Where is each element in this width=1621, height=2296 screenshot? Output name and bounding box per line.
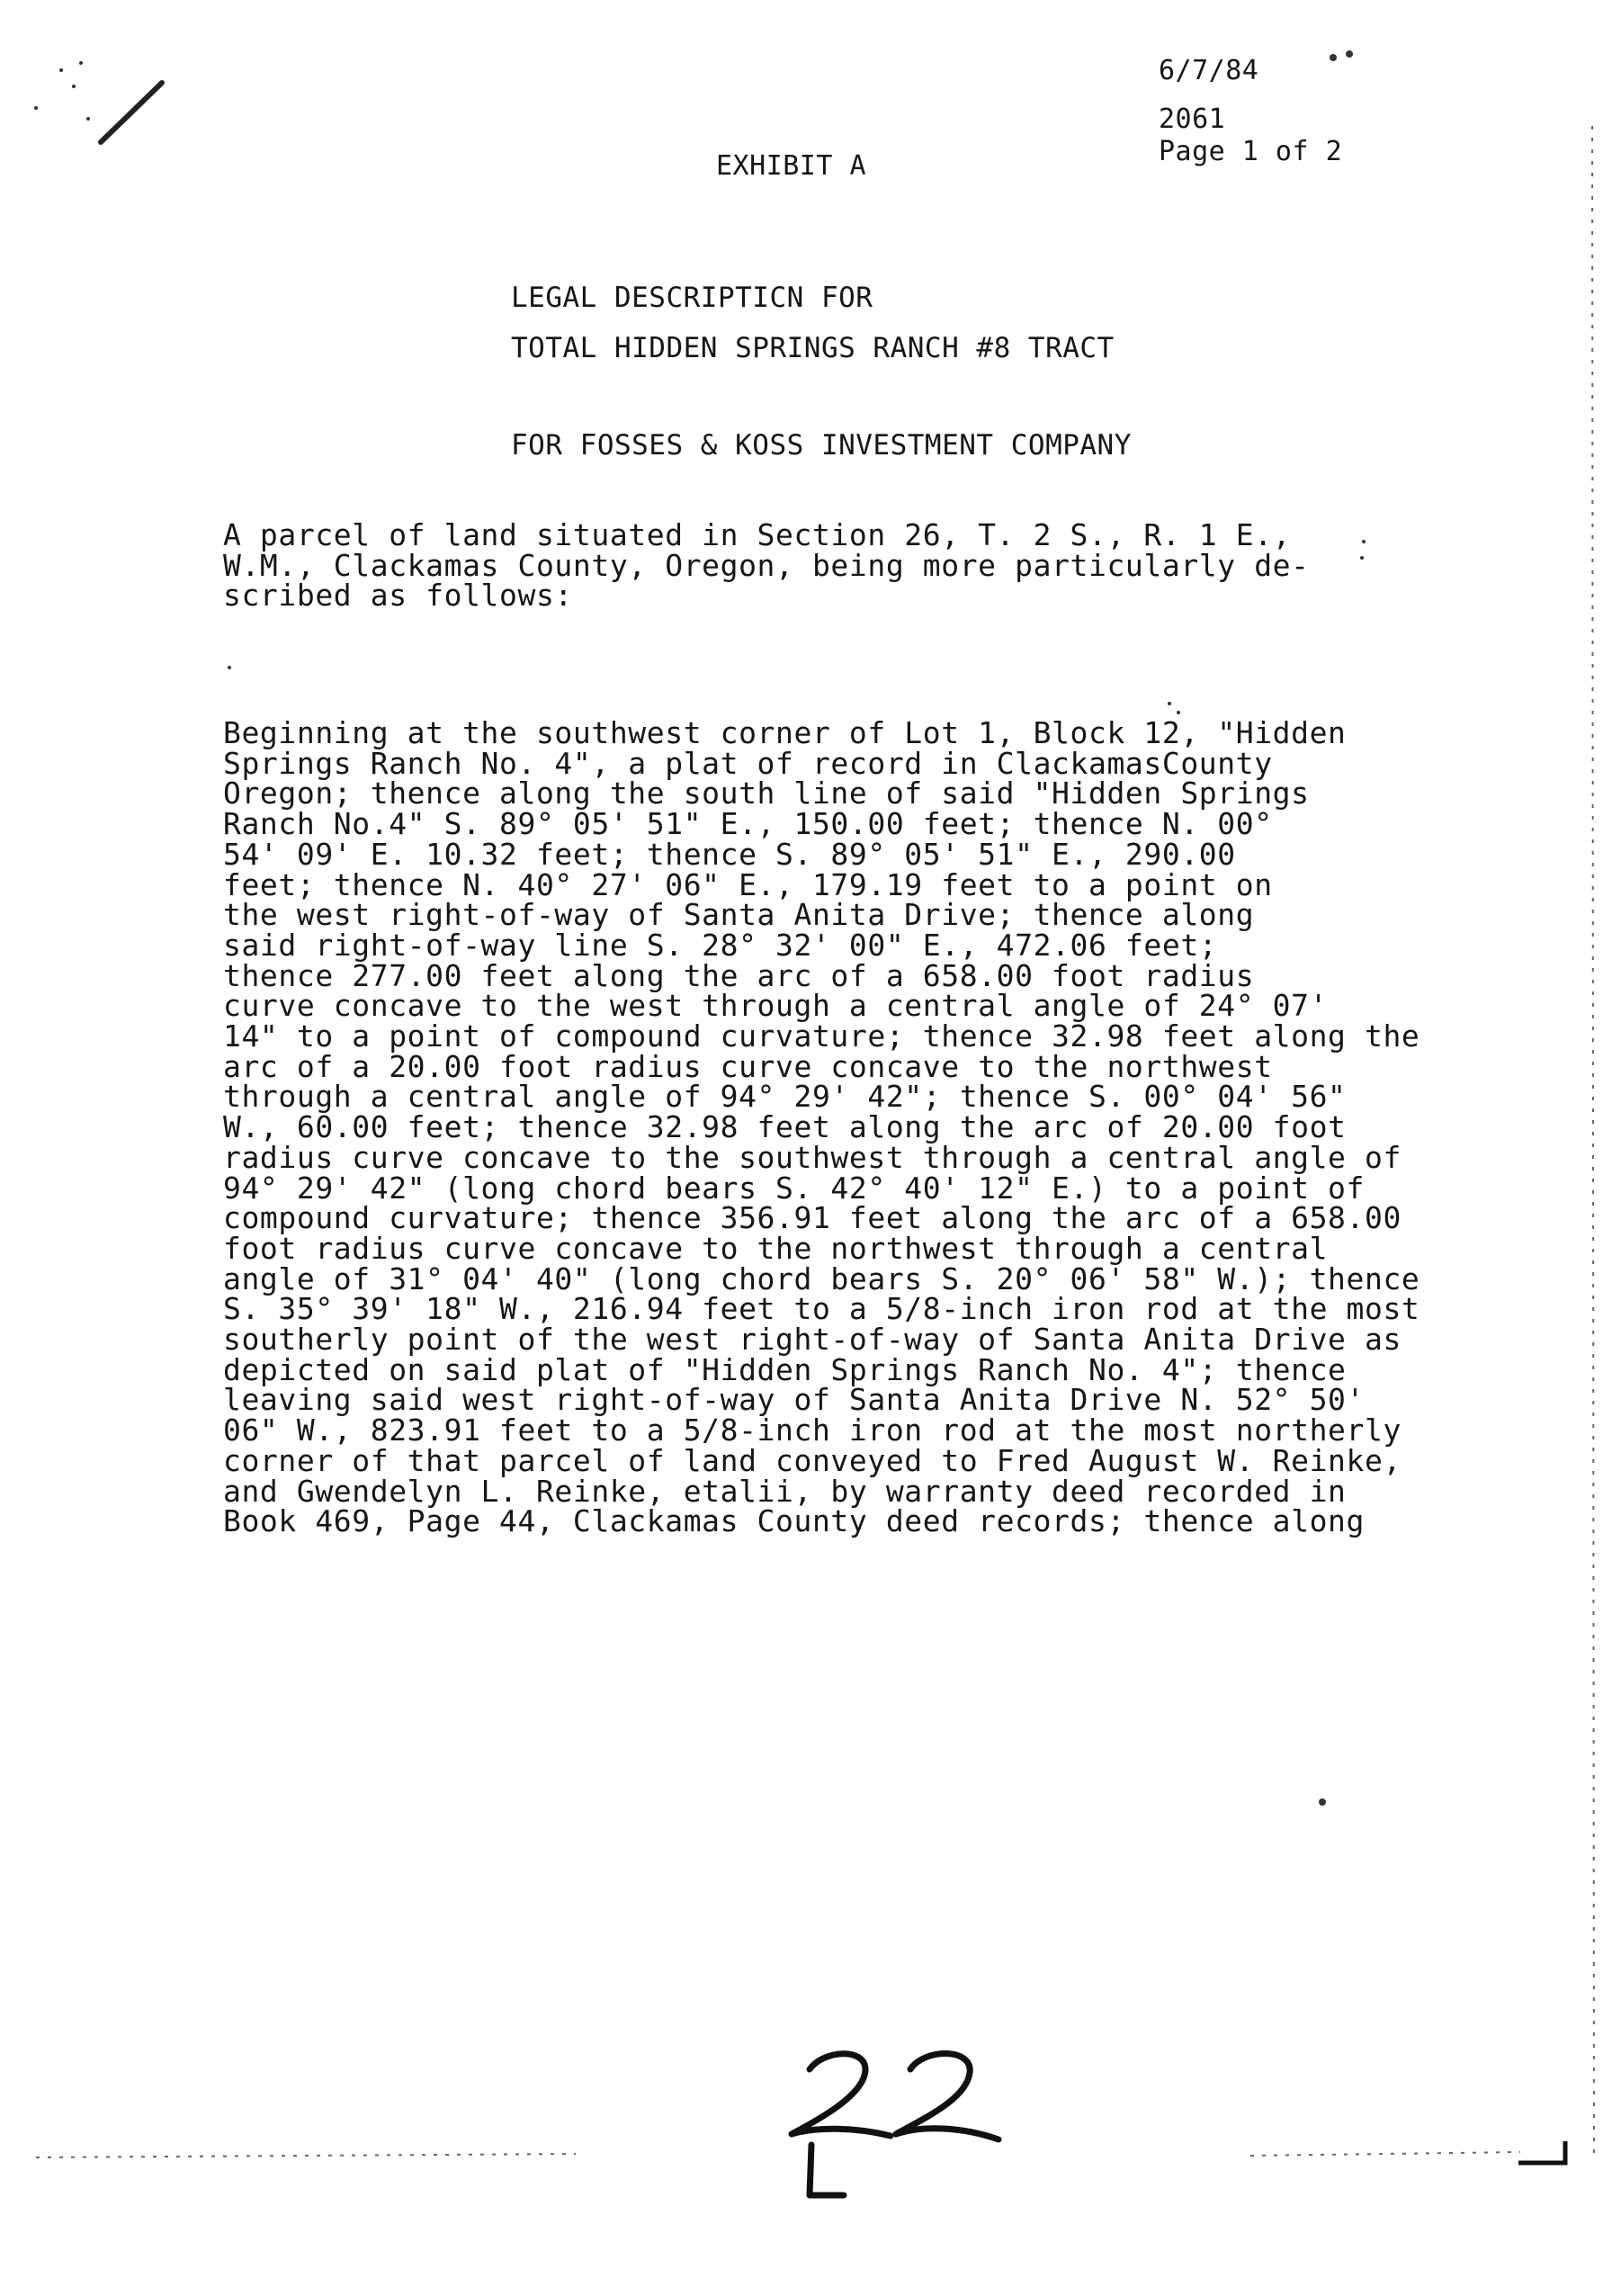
title-line-3: FOR FOSSES & KOSS INVESTMENT COMPANY bbox=[511, 429, 1132, 462]
title-line-2: TOTAL HIDDEN SPRINGS RANCH #8 TRACT bbox=[511, 332, 1115, 364]
body-text-line: 06" W., 823.91 feet to a 5/8-inch iron rod at the most northerly bbox=[223, 1413, 1402, 1448]
pen-stroke-mark bbox=[101, 83, 162, 142]
header-number: 2061 bbox=[1159, 103, 1226, 135]
body-text-line: curve concave to the west through a central angle of 24° 07' bbox=[223, 988, 1329, 1024]
body-text-line: S. 35° 39' 18" W., 216.94 feet to a 5/8-inch iron rod at the most bbox=[223, 1291, 1420, 1327]
body-text-line: arc of a 20.00 foot radius curve concave to the northwest bbox=[223, 1048, 1273, 1084]
body-text-line: 14" to a point of compound curvature; thence 32.98 feet along the bbox=[223, 1018, 1420, 1054]
title-line-1: LEGAL DESCRIPTICN FOR bbox=[511, 282, 873, 314]
body-text-line: 54' 09' E. 10.32 feet; thence S. 89° 05' 51" E., 290.00 bbox=[223, 836, 1236, 872]
body-text-line: and Gwendelyn L. Reinke, etalii, by warranty deed recorded in bbox=[223, 1473, 1347, 1509]
body-text-line: corner of that parcel of land conveyed to Fred August W. Reinke, bbox=[223, 1442, 1402, 1478]
body-text-line: said right-of-way line S. 28° 32' 00" E., 472.06 feet; bbox=[223, 927, 1218, 963]
body-text-line: Book 469, Page 44, Clackamas County deed records; thence along bbox=[223, 1503, 1365, 1539]
body-text-line: radius curve concave to the southwest through a central angle of bbox=[223, 1139, 1402, 1175]
body-text-line: foot radius curve concave to the northwest through a central bbox=[223, 1230, 1329, 1266]
body-text-line: through a central angle of 94° 29' 42"; thence S. 00° 04' 56" bbox=[223, 1079, 1347, 1115]
body-text-line: feet; thence N. 40° 27' 06" E., 179.19 feet to a point on bbox=[223, 866, 1273, 902]
body-text-line: 94° 29' 42" (long chord bears S. 42° 40' 12" E.) to a point of bbox=[223, 1170, 1365, 1206]
body-text-line: thence 277.00 feet along the arc of a 658.00 foot radius bbox=[223, 957, 1255, 993]
body-text-line: depicted on said plat of "Hidden Springs Ranch No. 4"; thence bbox=[223, 1351, 1347, 1387]
body-text-line: leaving said west right-of-way of Santa Anita Drive N. 52° 50' bbox=[223, 1382, 1365, 1418]
corner-mark bbox=[1518, 2141, 1565, 2163]
body-text-line: A parcel of land situated in Section 26, T. 2 S., R. 1 E., bbox=[223, 517, 1292, 552]
bottom-scan-noise bbox=[36, 126, 1594, 2159]
body-text-line: southerly point of the west right-of-way of Santa Anita Drive as bbox=[223, 1322, 1402, 1357]
exhibit-label: EXHIBIT A bbox=[716, 150, 867, 182]
body-text-line: compound curvature; thence 356.91 feet along the arc of a 658.00 bbox=[223, 1200, 1402, 1236]
body-text-line: Ranch No.4" S. 89° 05' 51" E., 150.00 feet; thence N. 00° bbox=[223, 806, 1273, 842]
body-text-line: Oregon; thence along the south line of said "Hidden Springs bbox=[223, 776, 1310, 812]
body-text-line: W.M., Clackamas County, Oregon, being more particularly de- bbox=[223, 547, 1310, 583]
header-page-number: Page 1 of 2 bbox=[1159, 136, 1343, 167]
body-text-line: scribed as follows: bbox=[223, 578, 573, 614]
handwritten-page-number-22 bbox=[792, 2053, 999, 2195]
scan-specks bbox=[34, 50, 1366, 1806]
header-date: 6/7/84 bbox=[1159, 55, 1259, 86]
body-text-line: Springs Ranch No. 4", a plat of record in ClackamasCounty bbox=[223, 745, 1273, 781]
body-text-line: W., 60.00 feet; thence 32.98 feet along the arc of 20.00 foot bbox=[223, 1109, 1347, 1145]
body-text-line: Beginning at the southwest corner of Lot 1, Block 12, "Hidden bbox=[223, 715, 1347, 750]
body-text-line: angle of 31° 04' 40" (long chord bears S. 20° 06' 58" W.); thence bbox=[223, 1260, 1420, 1296]
body-text-line: the west right-of-way of Santa Anita Drive; thence along bbox=[223, 897, 1255, 933]
